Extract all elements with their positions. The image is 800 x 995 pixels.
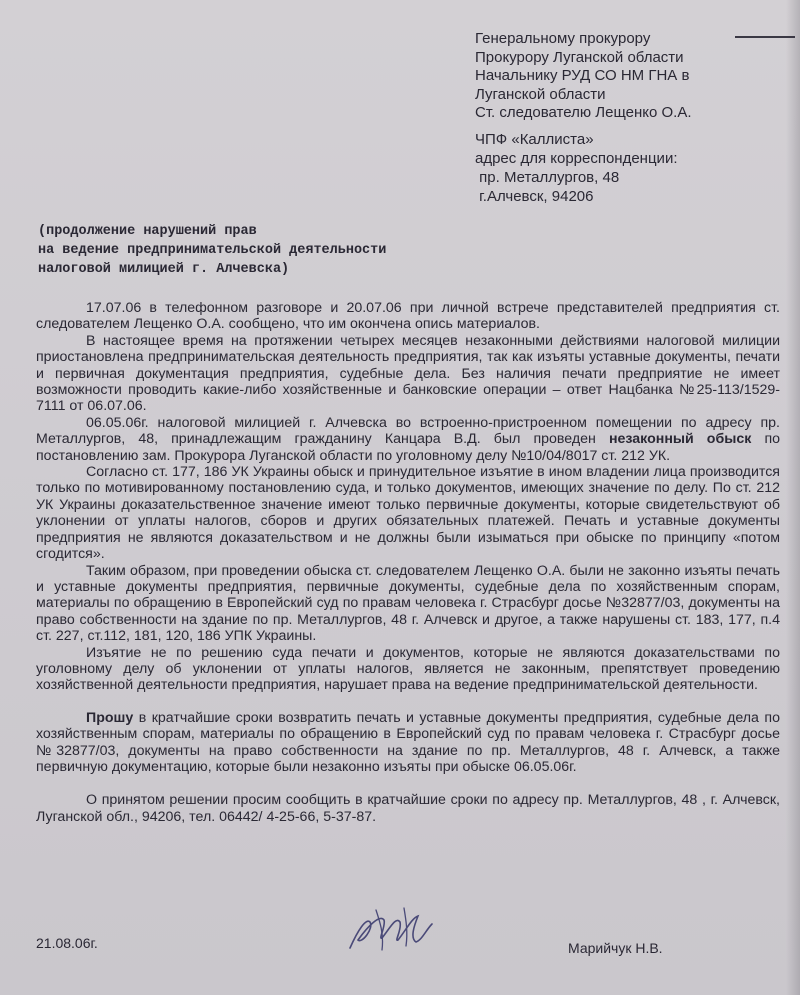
signature-icon (340, 900, 440, 960)
sender-city: г.Алчевск, 94206 (475, 188, 594, 205)
sender-address-label: адрес для корреспонденции: (475, 150, 678, 167)
sender-company: ЧПФ «Каллиста» (475, 131, 594, 148)
letter-date: 21.08.06г. (36, 935, 98, 951)
paragraph-text: в кратчайшие сроки возвратить печать и уставные документы предприятия, судебные дела по хозяйственным спорам, материалы по обращению в Европейский суд по правам человека г. Страсбург досье №32877/03, документы на право собственности на здание по пр. Металлургов, 48 г. Алчевск, а также первичную документацию, которые были незаконно изъяты при обыске 06.05.06г. (36, 709, 780, 775)
recipient-line: Генеральному прокурору (475, 30, 651, 47)
letter-body (36, 300, 780, 825)
paragraph: 17.07.06 в телефонном разговоре и 20.07.06 при личной встрече представителей предприятия ст. следователем Лещенко О.А. сообщено, что им окончена опись материалов. (36, 300, 780, 333)
recipient-line: Луганской области (475, 85, 606, 103)
recipient-line: Прокурору Луганской области (475, 48, 684, 66)
paragraph: Согласно ст. 177, 186 УК Украины обыск и принудительное изъятие в ином владении лица производится только по мотивированному постановлению суда, и только документов, имеющих значение по делу. По ст. 212 УК Украины доказательственное значение имеют только первичные документы, которые свидетельствуют об уклонении от уплаты налогов, сборов и других обязательных платежей. Печать и уставные документы предприятия не являются доказательством и не должны были изыматься при обыске по принципу «потом сгодится». (36, 464, 780, 563)
page-edge-shadow (786, 0, 800, 995)
paragraph-text: по постановлению зам. Прокурора Луганской области по уголовному делу №10/04/8017 ст. 212 УК. (36, 431, 781, 464)
paragraph-text: 06.05.06г. налоговой милицией г. Алчевска во встроенно-пристроенном помещении по адресу пр. Металлургов, 48, принадлежащим гражданину Канцара В.Д. был проведен (36, 414, 780, 448)
recipient-line: Начальнику РУД СО НМ ГНА в (475, 67, 690, 84)
subject-line: налоговой милицией г. Алчевска) (38, 262, 290, 277)
paragraph: В настоящее время на протяжении четырех месяцев незаконными действиями налоговой милиции приостановлена предпринимательская деятельность предприятия, так как изъяты уставные документы, печати и первичная документация предприятия, судебные дела. Без наличия печати предприятие не имеет возможности проводить какие-либо хозяйственные и банковские операции – ответ Нацбанка №25-113/1529-7111 от 06.07.06. (36, 332, 780, 415)
bold-phrase: Прошу (86, 709, 134, 726)
paragraph: Изъятие не по решению суда печати и документов, которые не являются доказательствами по уголовному делу об уклонении от уплаты налогов, является не законным, препятствует проведению хозяйственной деятельности предприятия, нарушает права на ведение предпринимательской деятельности. (36, 644, 780, 694)
recipient-line: Ст. следователю Лещенко О.А. (475, 104, 692, 121)
paragraph (36, 710, 780, 776)
subject-line: на ведение предпринимательской деятельности (38, 243, 387, 258)
paragraph (36, 415, 780, 464)
sender-street: пр. Металлургов, 48 (475, 169, 620, 186)
bold-phrase: незаконный обыск (608, 431, 752, 448)
paragraph: О принятом решении просим сообщить в кратчайшие сроки по адресу пр. Металлургов, 48 , г. Алчевск, Луганской обл., 94206, тел. 06442/ 4-25-66, 5-37-87. (36, 792, 780, 825)
recipients-block (475, 30, 775, 123)
sender-block (475, 130, 775, 206)
paragraph: Таким образом, при проведении обыска ст. следователем Лещенко О.А. были не законно изъяты печать и уставные документы предприятия, первичные документы, судебные дела по хозяйственным спорам, материалы по обращению в Европейский суд по правам человека г. Страсбург досье №32877/03, документы на право собственности на здание по пр. Металлургов, 48 г. Алчевск и другое, а также нарушены ст. 183, 177, п.4 ст. 227, ст.112, 181, 120, 186 УПК Украины. (36, 562, 780, 645)
subject-line: (продолжение нарушений прав (38, 224, 257, 239)
signer-name: Марийчук Н.В. (568, 940, 663, 956)
subject-block (38, 222, 468, 279)
